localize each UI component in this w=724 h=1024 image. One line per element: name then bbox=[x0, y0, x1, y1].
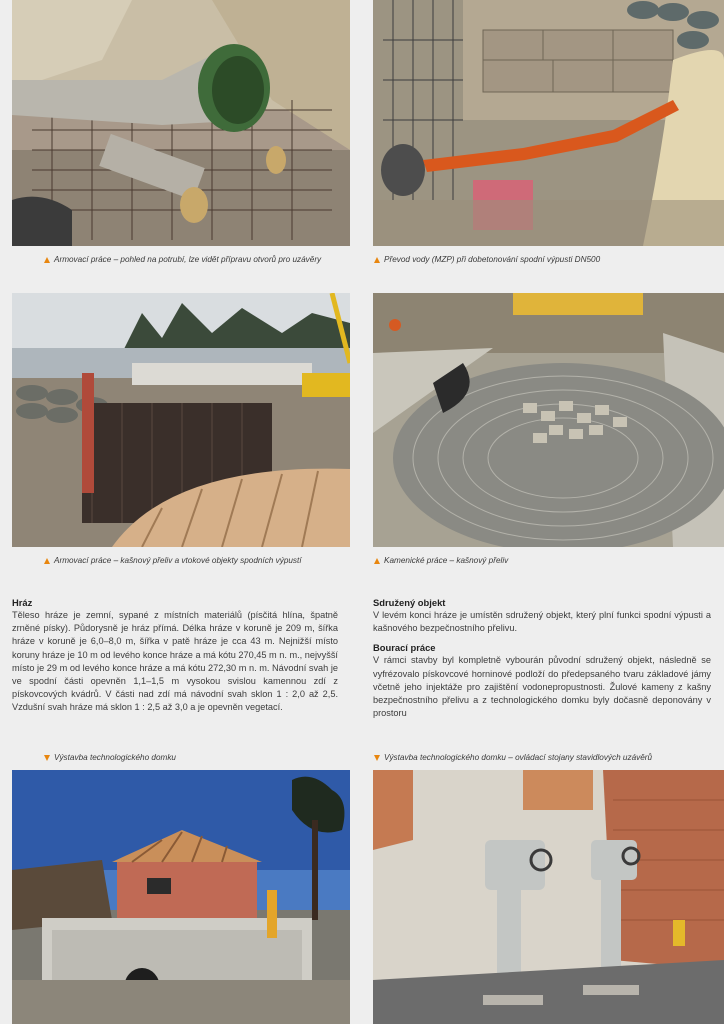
photo-lake-formwork bbox=[12, 293, 350, 547]
text-column-right bbox=[373, 596, 711, 726]
photo-rebar-pipes bbox=[12, 0, 350, 246]
triangle-down-icon bbox=[44, 755, 50, 761]
caption-3 bbox=[44, 556, 302, 565]
heading-bouraci-prace: Bourací práce bbox=[373, 642, 436, 654]
paragraph-bouraci-prace: V rámci stavby byl kompletně vybourán původní sdružený objekt, následně se vyfrézovalo pískovcové horninové podloží do předepsaného tvaru základové jámy včetně jeho injektáže pro zajištění vodonepropustnosti. Žulové kameny z kašny bezpečnostního přelivu a z technologického domku byly dočasně deponovány v prostoru bbox=[373, 655, 711, 719]
heading-hraz: Hráz bbox=[12, 597, 33, 608]
caption-5 bbox=[44, 753, 176, 762]
photo-control-stands bbox=[373, 770, 724, 1024]
caption-6 bbox=[374, 753, 652, 762]
caption-text: Výstavba technologického domku – ovládací stojany stavidlových uzávěrů bbox=[384, 753, 653, 762]
caption-4 bbox=[374, 556, 508, 565]
triangle-down-icon bbox=[374, 755, 380, 761]
caption-text: Armovací práce – pohled na potrubí, lze vidět přípravu otvorů pro uzávěry bbox=[54, 255, 322, 264]
caption-text: Kamenické práce – kašnový přeliv bbox=[384, 556, 509, 565]
text-column-left bbox=[12, 596, 338, 721]
photo-technology-house bbox=[12, 770, 350, 1024]
triangle-up-icon bbox=[44, 558, 50, 564]
caption-1 bbox=[44, 255, 321, 264]
triangle-up-icon bbox=[374, 558, 380, 564]
caption-text: Převod vody (MZP) při dobetonování spodní výpusti DN500 bbox=[384, 255, 601, 264]
triangle-up-icon bbox=[374, 257, 380, 263]
heading-sdruzeny-objekt: Sdružený objekt bbox=[373, 597, 446, 608]
paragraph-hraz: Těleso hráze je zemní, sypané z místních materiálů (písčitá hlína, špatně zrněné písky). Půdorysně je hráz přímá. Délka hráze v koruně je 209 m, šířka hráze v koruně je 6,0–8,0 m, šířka v patě hráze je cca 43 m. Nejnižší místo koruny hráze je 10 m od levého konce hráze a má kótu 270,45 m n. m., nejvyšší místo je 29 m od levého konce hráze a má kótu 272,30 m n. m. Návodní svah je ve spodní části opevněn 1,1–1,5 m vysokou svislou kamennou zdí z pískovcových kvádrů. V části nad zdí má návodní svah sklon 1 : 2,0 až 2,5. Vzdušní svah hráze má sklon 1 : 2,5 až 3,0 a je opevněn vegetací. bbox=[12, 610, 338, 713]
photo-stonework bbox=[373, 293, 724, 547]
caption-text: Armovací práce – kašnový přeliv a vtokové objekty spodních výpustí bbox=[54, 556, 302, 565]
caption-text: Výstavba technologického domku bbox=[54, 753, 176, 762]
paragraph-sdruzeny-objekt: V levém konci hráze je umístěn sdružený objekt, který plní funkci spodní výpusti a kašnového bezpečnostního přelivu. bbox=[373, 610, 711, 634]
photo-water-transfer bbox=[373, 0, 724, 246]
caption-2 bbox=[374, 255, 600, 264]
triangle-up-icon bbox=[44, 257, 50, 263]
